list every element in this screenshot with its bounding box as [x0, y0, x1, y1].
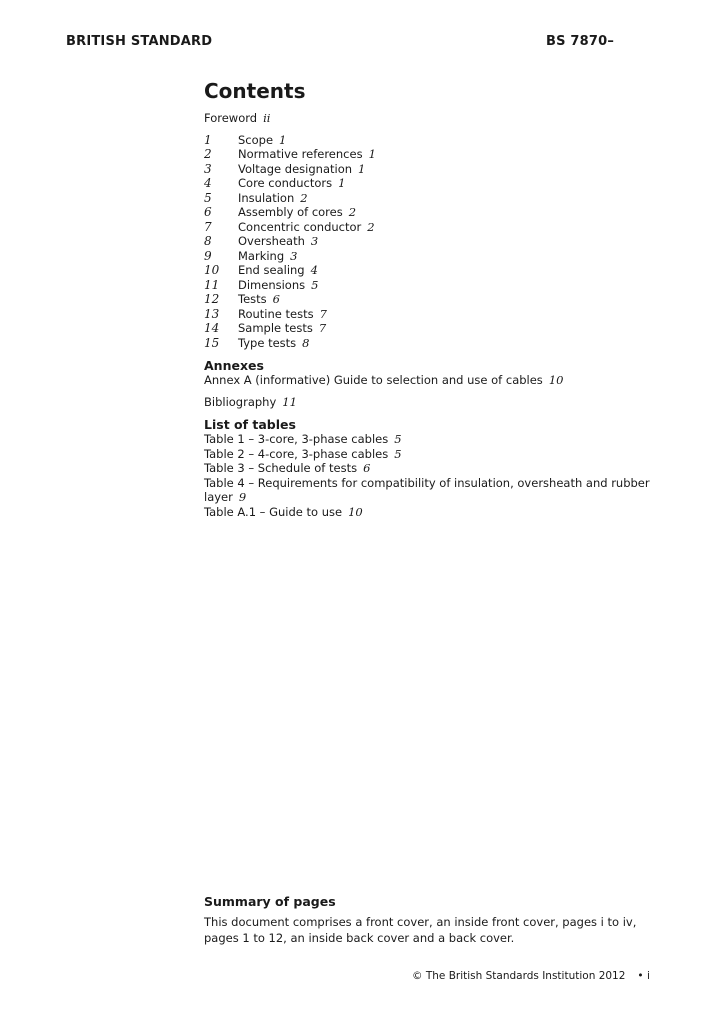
toc-entry[interactable]	[204, 176, 664, 191]
toc-clause-number: 8	[204, 234, 212, 248]
toc-entry[interactable]	[204, 234, 664, 249]
toc-entry-label: Assembly of cores	[238, 205, 343, 219]
toc-entry-label: Oversheath	[238, 234, 305, 248]
toc-entry-label: Sample tests	[238, 321, 313, 335]
annexes-heading: Annexes	[204, 358, 264, 373]
toc-clause-number: 6	[204, 205, 212, 219]
toc-entry-label: End sealing	[238, 263, 305, 277]
toc-entry[interactable]	[204, 307, 664, 322]
list-of-tables-heading: List of tables	[204, 417, 296, 432]
toc-entry[interactable]	[204, 162, 664, 177]
page-footer	[412, 970, 650, 982]
toc-entry-label: Tests	[238, 292, 267, 306]
toc-entry[interactable]	[204, 249, 664, 264]
toc-entry-label: Voltage designation	[238, 161, 353, 176]
toc-entry[interactable]	[204, 191, 664, 206]
toc-clause-number: 12	[204, 292, 220, 306]
toc-entry-label: Table 2 – 4-core, 3-phase cables	[204, 446, 389, 461]
toc-clause-number: 4	[204, 176, 212, 190]
toc-clause-number: 7	[204, 219, 212, 234]
toc-clause-number: 9	[204, 248, 212, 263]
toc-entry-label: Core conductors	[238, 176, 333, 190]
toc-entry-label: Normative references	[238, 147, 363, 161]
toc-clause-list	[204, 133, 664, 351]
copyright-text: © The British Standards Institution 2012	[412, 970, 626, 982]
summary-heading: Summary of pages	[204, 894, 336, 909]
toc-entry-label: Table 1 – 3-core, 3-phase cables	[204, 432, 389, 446]
toc-entry-table[interactable]	[204, 461, 664, 476]
toc-entry-table[interactable]	[204, 432, 664, 447]
toc-entry-label: Bibliography	[204, 394, 277, 409]
page-title: Contents	[204, 79, 306, 103]
toc-entry-label: Annex A (informative) Guide to selection and use of cables	[204, 373, 543, 387]
summary-text: This document comprises a front cover, an inside front cover, pages i to iv, pages 1 to 12, an inside back cover and a back cover.	[204, 915, 637, 945]
toc-clause-number: 11	[204, 277, 220, 292]
toc-entry-bibliography[interactable]	[204, 395, 664, 410]
toc-page-number: 2	[348, 205, 357, 219]
header-left: BRITISH STANDARD	[66, 34, 213, 49]
page-number: i	[646, 970, 650, 982]
toc-page-number: 2	[367, 219, 375, 234]
toc-entry-label: Marking	[238, 248, 285, 263]
toc-entry[interactable]	[204, 205, 664, 220]
toc-entry[interactable]	[204, 133, 664, 148]
toc-entry[interactable]	[204, 263, 664, 278]
toc-clause-number: 2	[204, 147, 212, 161]
toc-entry-foreword[interactable]	[204, 111, 664, 126]
toc-entry[interactable]	[204, 336, 664, 351]
toc-clause-number: 10	[204, 263, 220, 277]
toc-page-number: ii	[263, 111, 271, 125]
toc-page-number: 5	[311, 277, 319, 292]
toc-entry[interactable]	[204, 321, 664, 336]
toc-page-number: 2	[300, 190, 308, 205]
toc-page-number: 7	[318, 321, 327, 335]
toc-entry-label: Table 4 – Requirements for compatibility of insulation, oversheath and rubber layer	[204, 475, 650, 504]
toc-page-number: 1	[338, 176, 346, 190]
toc-entry-label: Insulation	[238, 190, 295, 205]
toc-page-number: 8	[302, 335, 310, 350]
toc-clause-number: 13	[204, 306, 220, 321]
toc-entry-label: Scope	[238, 132, 274, 147]
toc-entry-label: Table A.1 – Guide to use	[204, 504, 343, 519]
toc-clause-number: 15	[204, 335, 220, 350]
toc-page-number: 5	[394, 432, 402, 446]
toc-entry-label: Routine tests	[238, 306, 314, 321]
toc-page-number: 7	[319, 306, 327, 321]
toc-clause-number: 14	[204, 321, 220, 335]
toc-page-number: 10	[348, 504, 363, 519]
toc-page-number: 6	[363, 461, 371, 475]
toc-page-number: 10	[548, 373, 564, 387]
toc-page-number: 5	[394, 446, 402, 461]
toc-entry-label: Dimensions	[238, 277, 306, 292]
toc-page-number: 1	[279, 132, 287, 147]
toc-page-number: 4	[310, 263, 318, 277]
toc-page-number: 6	[272, 292, 280, 306]
toc-entry-label: Type tests	[238, 335, 297, 350]
toc-entry[interactable]	[204, 278, 664, 293]
toc-clause-number: 5	[204, 190, 212, 205]
toc-entry-table[interactable]	[204, 476, 664, 505]
toc-entry[interactable]	[204, 292, 664, 307]
toc-entry-label: Concentric conductor	[238, 219, 362, 234]
toc-entry[interactable]	[204, 220, 664, 235]
summary-section	[204, 894, 664, 946]
toc-page-number: 3	[310, 234, 319, 248]
toc-page-number: 3	[290, 248, 298, 263]
toc-clause-number: 1	[204, 132, 212, 147]
toc-entry-label: Table 3 – Schedule of tests	[204, 461, 358, 475]
toc-entry-label: Foreword	[204, 111, 258, 125]
toc-page-number: 11	[282, 394, 297, 409]
toc-page-number: 9	[238, 490, 247, 504]
toc-page-number: 1	[368, 147, 376, 161]
toc-page-number: 1	[358, 161, 366, 176]
toc-entry-table[interactable]	[204, 505, 664, 520]
toc-entry-table[interactable]	[204, 447, 664, 462]
toc-entry-annex-a[interactable]	[204, 373, 664, 388]
toc-clause-number: 3	[204, 161, 212, 176]
header-right: BS 7870–	[546, 34, 615, 49]
toc-entry[interactable]	[204, 147, 664, 162]
contents-section	[204, 78, 664, 519]
bullet-icon: •	[637, 970, 644, 982]
